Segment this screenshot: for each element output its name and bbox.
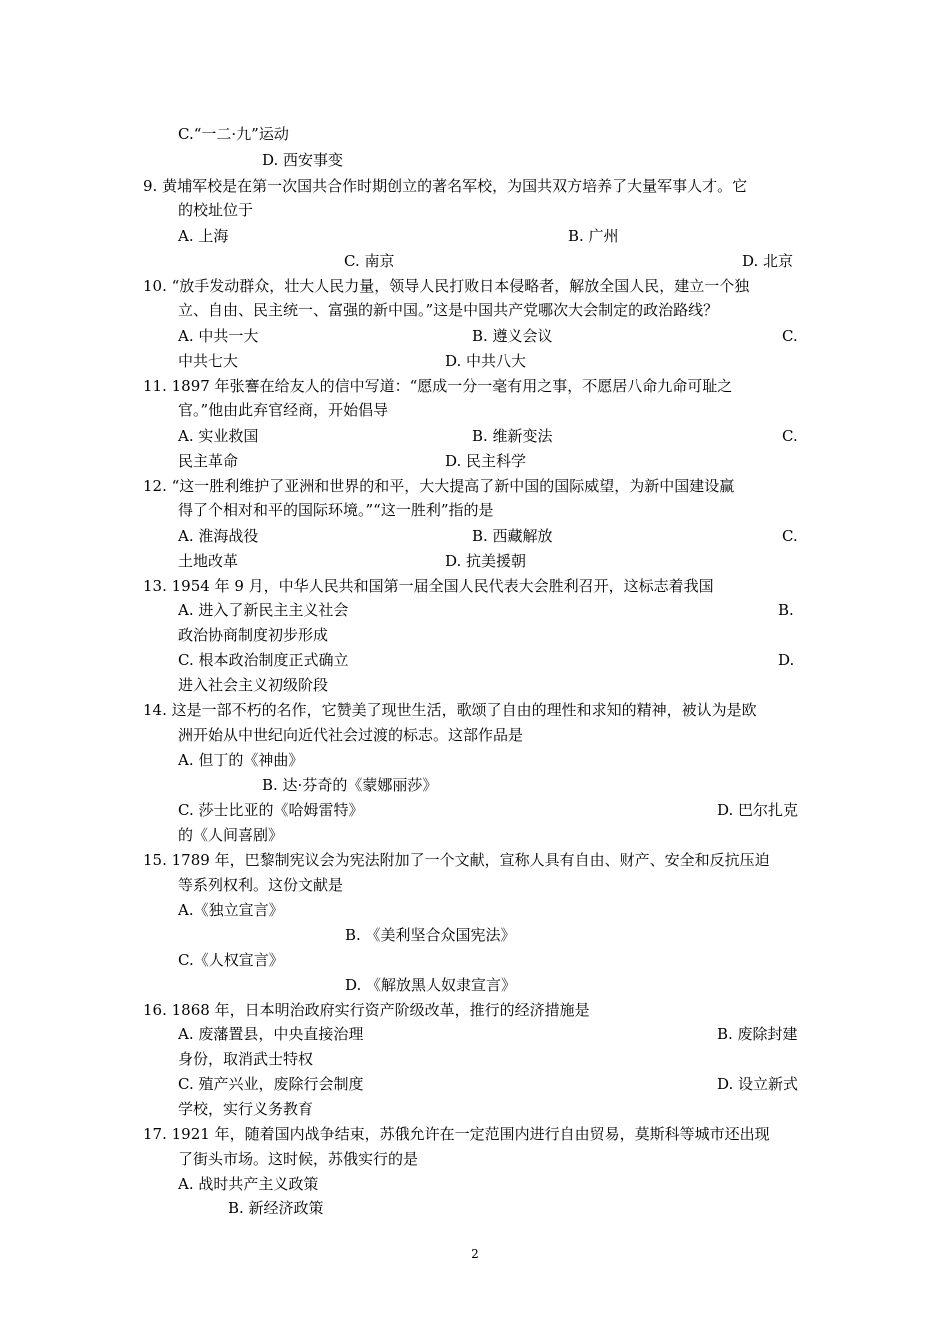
q13-option-b-label: B. bbox=[778, 601, 794, 619]
q11-stem: 11. 1897 年张謇在给友人的信中写道：“愿成一分一毫有用之事，不愿居八命九命可耻之 bbox=[143, 377, 733, 395]
q15-stem: 15. 1789 年，巴黎制宪议会为宪法附加了一个文献，宣称人具有自由、财产、安全和反抗压迫 bbox=[143, 851, 770, 869]
q9-option-d: D. 北京 bbox=[742, 252, 794, 270]
q10-option-b: B. 遵义会议 bbox=[472, 327, 553, 345]
q16-option-d-cont: 学校，实行义务教育 bbox=[178, 1100, 314, 1118]
q17-option-a: A. 战时共产主义政策 bbox=[178, 1175, 319, 1193]
q13-option-c: C. 根本政治制度正式确立 bbox=[178, 651, 349, 669]
q12-option-c-label: C. bbox=[782, 527, 798, 545]
q12-stem-cont: 得了个相对和平的国际环境。”“这一胜利”指的是 bbox=[178, 501, 494, 519]
q12-option-d: D. 抗美援朝 bbox=[445, 552, 527, 570]
q13-option-d-label: D. bbox=[778, 651, 795, 669]
q11-option-d: D. 民主科学 bbox=[445, 452, 527, 470]
q11-stem-cont: 官。”他由此弃官经商，开始倡导 bbox=[178, 401, 389, 419]
q17-stem: 17. 1921 年，随着国内战争结束，苏俄允许在一定范围内进行自由贸易，莫斯科等城市还出现 bbox=[143, 1125, 770, 1143]
q16-option-d: D. 设立新式 bbox=[717, 1075, 799, 1093]
q9-option-a: A. 上海 bbox=[178, 227, 229, 245]
q10-stem-cont: 立、自由、民主统一、富强的新中国。”这是中国共产党哪次大会制定的政治路线？ bbox=[178, 301, 719, 319]
q14-option-a: A. 但丁的《神曲》 bbox=[178, 751, 304, 769]
q12-stem: 12. “这一胜利维护了亚洲和世界的和平，大大提高了新中国的国际威望，为新中国建设赢 bbox=[143, 477, 735, 495]
q14-option-d-cont: 的《人间喜剧》 bbox=[178, 826, 284, 844]
q14-option-d: D. 巴尔扎克 bbox=[717, 801, 799, 819]
q10-stem: 10. “放手发动群众，壮大人民力量，领导人民打败日本侵略者，解放全国人民，建立一个独 bbox=[143, 277, 750, 295]
q12-option-c-text: 土地改革 bbox=[178, 552, 239, 570]
q9-stem: 9. 黄埔军校是在第一次国共合作时期创立的著名军校，为国共双方培养了大量军事人才。它 bbox=[143, 177, 748, 195]
q17-stem-cont: 了街头市场。这时候，苏俄实行的是 bbox=[178, 1150, 419, 1168]
q11-option-c-text: 民主革命 bbox=[178, 452, 239, 470]
q16-option-b: B. 废除封建 bbox=[717, 1025, 798, 1043]
q13-stem: 13. 1954 年 9 月，中华人民共和国第一届全国人民代表大会胜利召开，这标志着我国 bbox=[143, 577, 714, 595]
q17-option-b: B. 新经济政策 bbox=[228, 1199, 324, 1217]
q11-option-c-label: C. bbox=[782, 427, 798, 445]
q15-option-c: C.《人权宣言》 bbox=[178, 951, 284, 969]
q16-option-c: C. 殖产兴业，废除行会制度 bbox=[178, 1075, 364, 1093]
q10-option-c-label: C. bbox=[782, 327, 798, 345]
q14-option-b: B. 达·芬奇的《蒙娜丽莎》 bbox=[262, 776, 438, 794]
q8-option-c: C.“一二·九”运动 bbox=[178, 125, 289, 143]
q14-stem-cont: 洲开始从中世纪向近代社会过渡的标志。这部作品是 bbox=[178, 726, 524, 744]
q15-option-a: A.《独立宣言》 bbox=[178, 901, 284, 919]
q16-option-b-cont: 身份，取消武士特权 bbox=[178, 1050, 314, 1068]
q11-option-b: B. 维新变法 bbox=[472, 427, 553, 445]
q10-option-d: D. 中共八大 bbox=[445, 352, 527, 370]
q15-option-b: B. 《美利坚合众国宪法》 bbox=[345, 926, 516, 944]
q10-option-c-text: 中共七大 bbox=[178, 352, 239, 370]
q14-option-c: C. 莎士比亚的《哈姆雷特》 bbox=[178, 801, 364, 819]
q15-option-d: D. 《解放黑人奴隶宣言》 bbox=[345, 976, 517, 994]
q14-stem: 14. 这是一部不朽的名作，它赞美了现世生活，歌颂了自由的理性和求知的精神，被认为是欧 bbox=[143, 701, 757, 719]
q16-stem: 16. 1868 年，日本明治政府实行资产阶级改革，推行的经济措施是 bbox=[143, 1001, 590, 1019]
q13-option-a: A. 进入了新民主主义社会 bbox=[178, 601, 349, 619]
q12-option-a: A. 淮海战役 bbox=[178, 527, 259, 545]
q13-option-b-text: 政治协商制度初步形成 bbox=[178, 626, 329, 644]
q9-option-b: B. 广州 bbox=[568, 227, 619, 245]
q12-option-b: B. 西藏解放 bbox=[472, 527, 553, 545]
q13-option-d-text: 进入社会主义初级阶段 bbox=[178, 676, 329, 694]
q16-option-a: A. 废藩置县，中央直接治理 bbox=[178, 1025, 364, 1043]
q15-stem-cont: 等系列权利。这份文献是 bbox=[178, 876, 344, 894]
q8-option-d: D. 西安事变 bbox=[262, 151, 344, 169]
q9-option-c: C. 南京 bbox=[344, 252, 395, 270]
q11-option-a: A. 实业救国 bbox=[178, 427, 259, 445]
page-number: 2 bbox=[471, 1247, 479, 1261]
q10-option-a: A. 中共一大 bbox=[178, 327, 259, 345]
q9-stem-cont: 的校址位于 bbox=[178, 201, 254, 219]
